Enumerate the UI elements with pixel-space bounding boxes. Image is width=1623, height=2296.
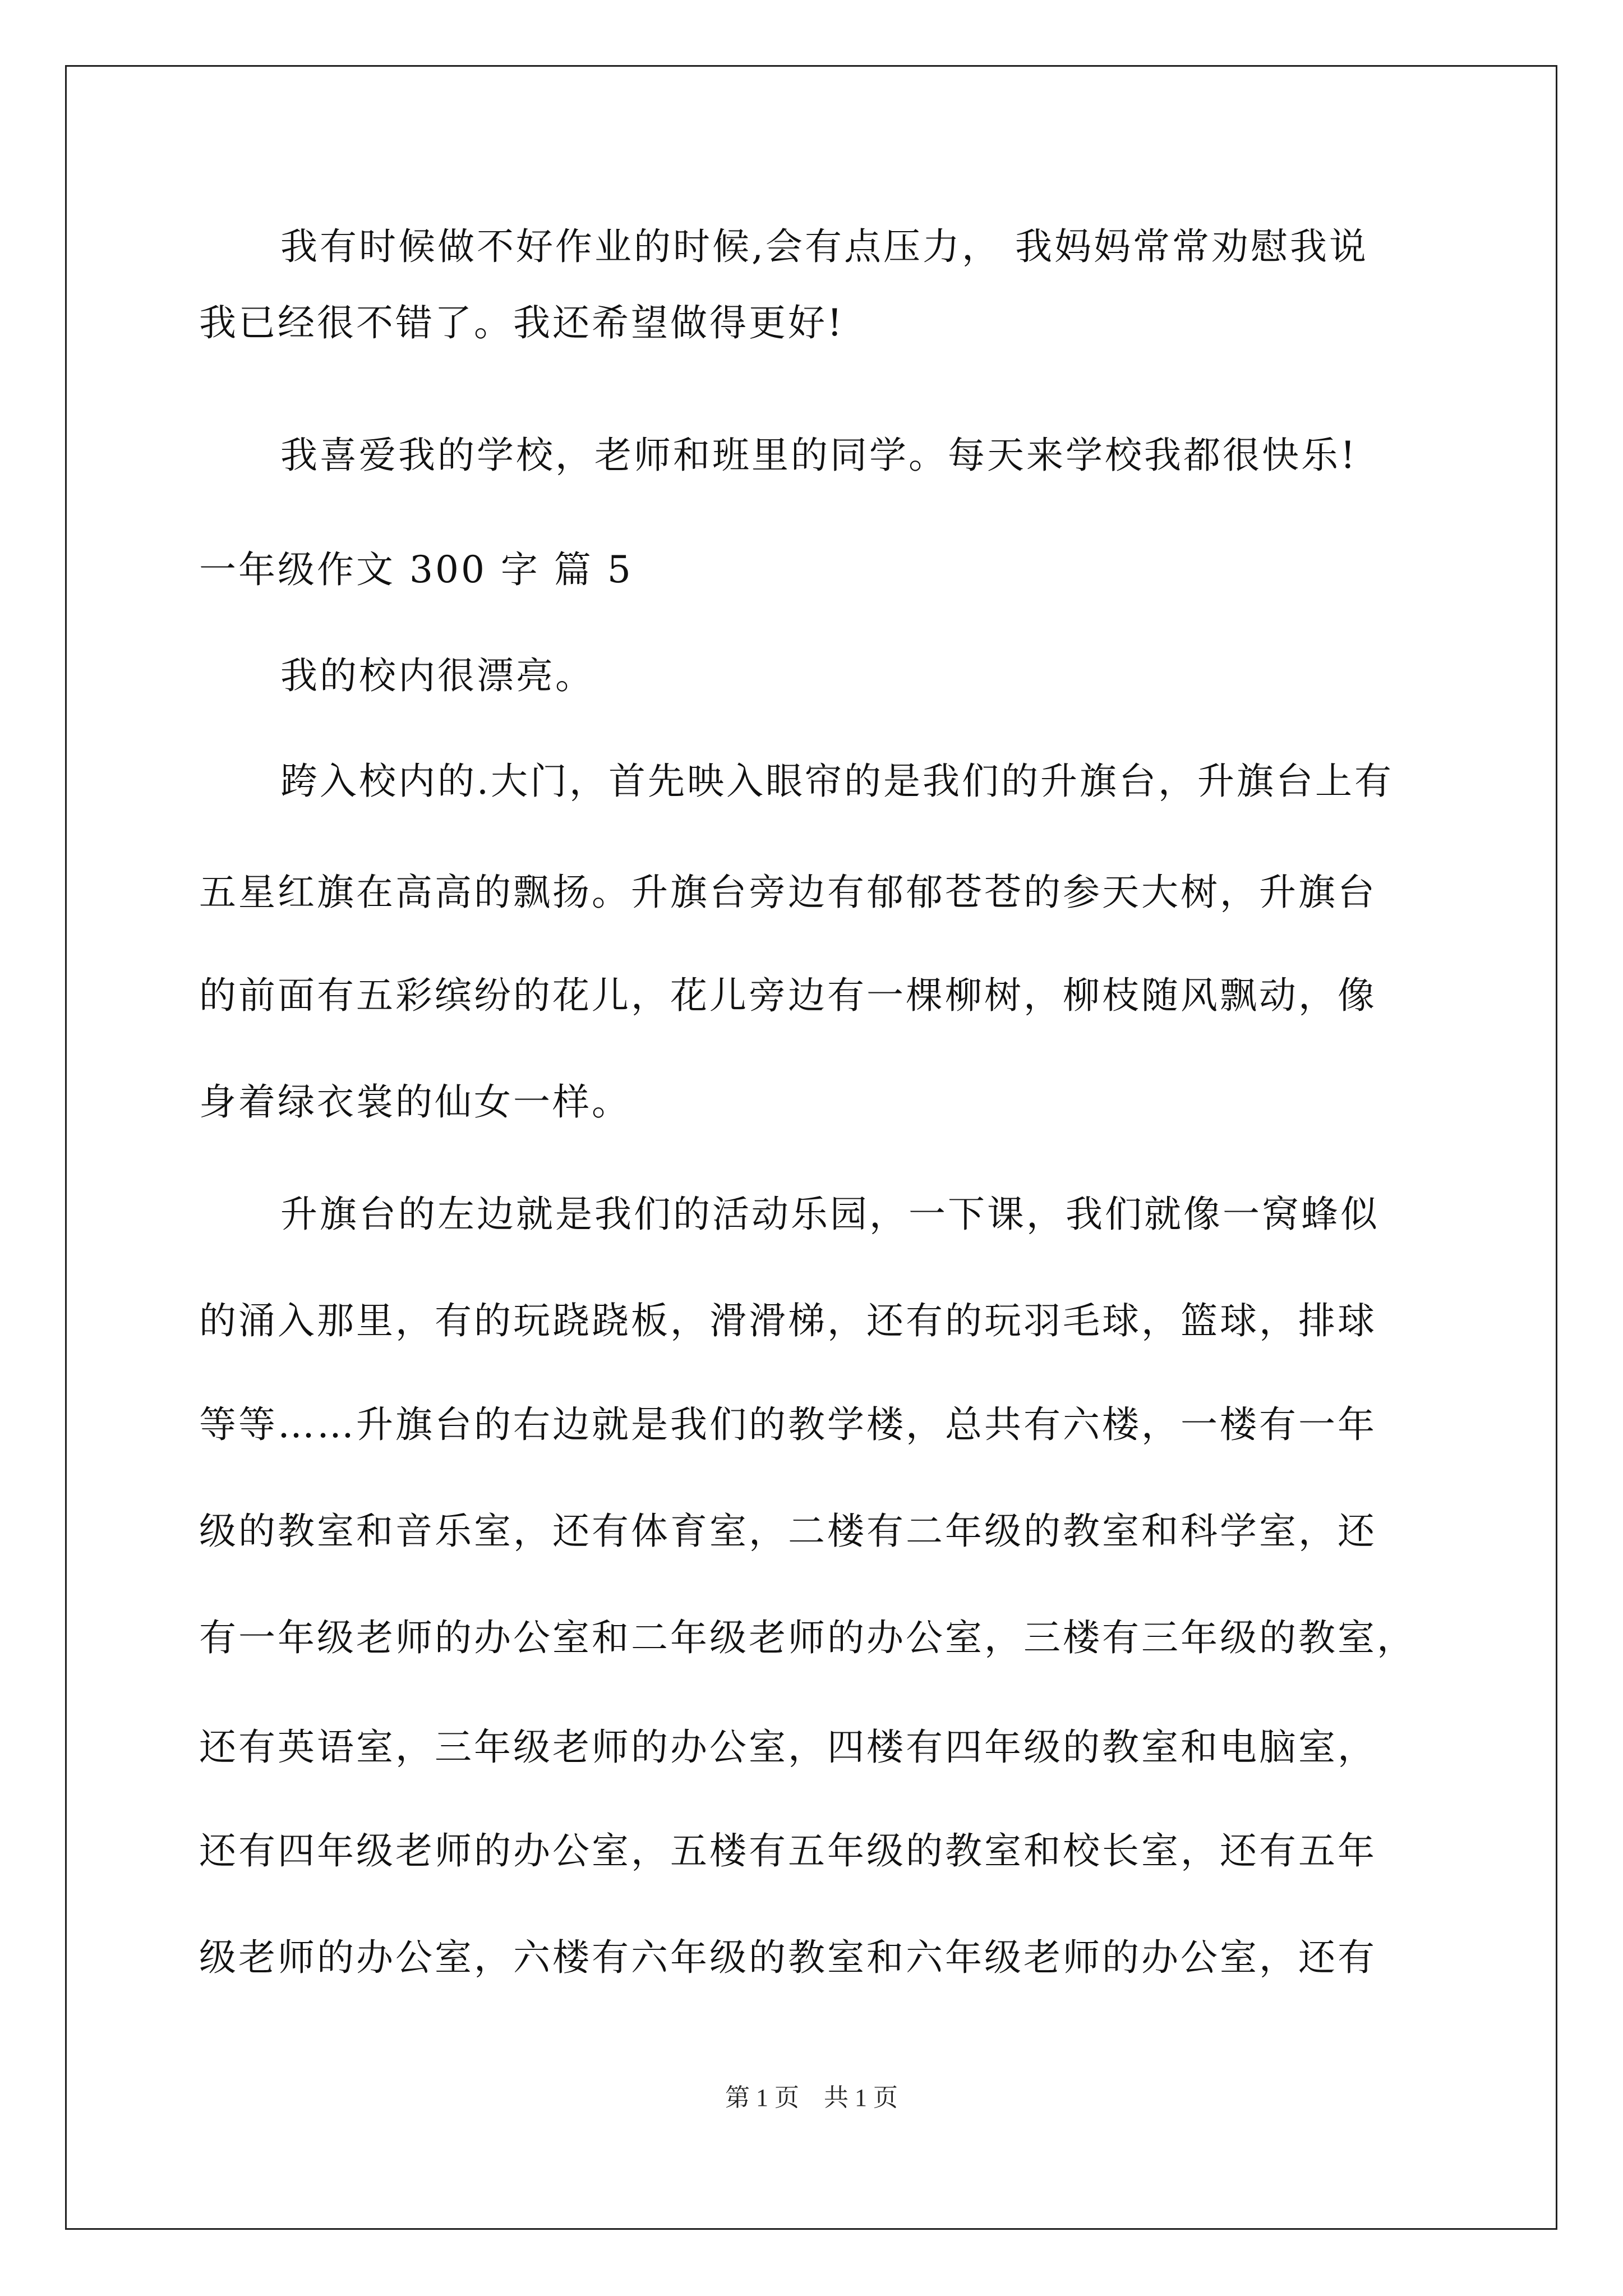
paragraph-line: 五星红旗在高高的飘扬。升旗台旁边有郁郁苍苍的参天大树，升旗台 [199, 871, 1377, 914]
paragraph-line: 我已经很不错了。我还希望做得更好! [199, 301, 845, 344]
paragraph-line: 还有英语室，三年级老师的办公室，四楼有四年级的教室和电脑室， [199, 1726, 1377, 1769]
paragraph-line: 级的教室和音乐室，还有体育室，二楼有二年级的教室和科学室，还 [199, 1510, 1377, 1553]
paragraph-line: 的前面有五彩缤纷的花儿，花儿旁边有一棵柳树，柳枝随风飘动，像 [199, 974, 1377, 1017]
section-heading: 一年级作文 300 字 篇 5 [199, 548, 633, 591]
page-footer [0, 2081, 1623, 2115]
paragraph-line: 跨入校内的.大门，首先映入眼帘的是我们的升旗台，升旗台上有 [280, 760, 1394, 803]
paragraph-line: 我喜爱我的学校，老师和班里的同学。每天来学校我都很快乐! [280, 434, 1358, 477]
page-number: 第 1 页 [725, 2084, 799, 2111]
page-total: 共 1 页 [824, 2084, 898, 2111]
paragraph-line: 还有四年级老师的办公室，五楼有五年级的教室和校长室，还有五年 [199, 1829, 1377, 1872]
paragraph-line: 级老师的办公室，六楼有六年级的教室和六年级老师的办公室，还有 [199, 1936, 1377, 1979]
paragraph-line: 等等……升旗台的右边就是我们的教学楼，总共有六楼，一楼有一年 [199, 1403, 1377, 1446]
paragraph-line: 升旗台的左边就是我们的活动乐园，一下课，我们就像一窝蜂似 [280, 1193, 1380, 1236]
page-border [65, 65, 1557, 2230]
paragraph-line: 有一年级老师的办公室和二年级老师的办公室，三楼有三年级的教室， [199, 1616, 1416, 1659]
paragraph-line: 的涌入那里，有的玩跷跷板，滑滑梯，还有的玩羽毛球，篮球，排球 [199, 1299, 1377, 1342]
paragraph-line: 我有时候做不好作业的时候,会有点压力， 我妈妈常常劝慰我说 [280, 225, 1368, 268]
paragraph-line: 我的校内很漂亮。 [280, 654, 594, 697]
paragraph-line: 身着绿衣裳的仙女一样。 [199, 1080, 631, 1124]
